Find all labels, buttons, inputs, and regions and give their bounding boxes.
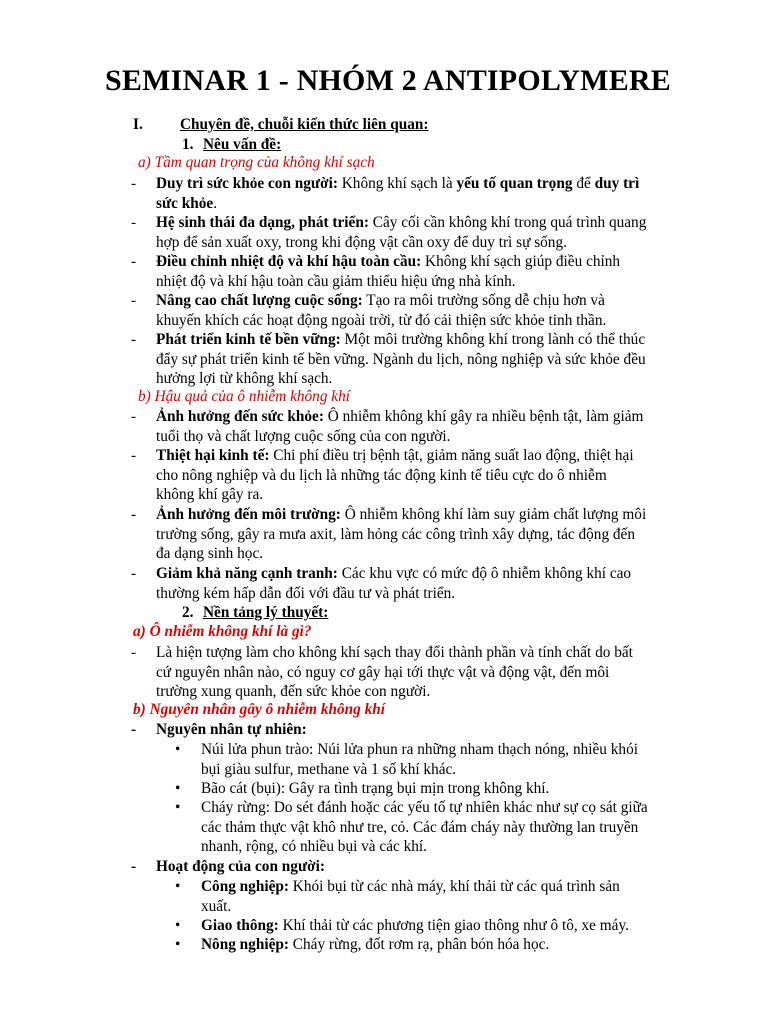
heading-consequences: b) Hậu quả của ô nhiễm không khí: [138, 388, 350, 405]
list-item: Hệ sinh thái đa dạng, phát triển: Cây cối cần không khí trong quá trình quang hợp để sản xuất oxy, trong khi động vật cần oxy để duy trì sự sống.: [156, 214, 647, 251]
heading-definition: a) Ô nhiễm không khí là gì?: [133, 623, 312, 640]
bullet: •: [175, 780, 181, 797]
section-number: I.: [133, 116, 143, 133]
section-heading: Chuyên đề, chuỗi kiến thức liên quan:: [180, 116, 429, 133]
list-dash: -: [131, 331, 137, 348]
subsection-number: 1.: [182, 136, 194, 153]
bullet: •: [175, 741, 181, 758]
list-item: Ảnh hưởng đến môi trường: Ô nhiễm không khí làm suy giảm chất lượng môi trường sống, gây ra mưa axit, làm hỏng các công trình xây dựng, tác động đến đa dạng sinh học.: [156, 506, 647, 563]
heading-causes: b) Nguyên nhân gây ô nhiễm không khí: [133, 701, 386, 718]
list-item: Duy trì sức khỏe con người: Không khí sạch là yếu tố quan trọng để duy trì sức khỏe.: [156, 175, 640, 212]
bullet: •: [175, 936, 181, 953]
list-item: Nâng cao chất lượng cuộc sống: Tạo ra môi trường sống dễ chịu hơn và khuyến khích các hoạt động ngoài trời, từ đó cải thiện sức khỏe tinh thần.: [156, 292, 607, 329]
list-dash: -: [131, 721, 137, 738]
list-dash: -: [131, 214, 137, 231]
human-causes-label: Hoạt động của con người:: [156, 858, 325, 875]
list-dash: -: [131, 506, 137, 523]
list-dash: -: [131, 447, 137, 464]
document-title: SEMINAR 1 - NHÓM 2 ANTIPOLYMERE: [105, 64, 671, 97]
natural-causes-label: Nguyên nhân tự nhiên:: [156, 721, 307, 738]
list-dash: -: [131, 175, 137, 192]
bullet: •: [175, 799, 181, 816]
list-item: Giảm khả năng cạnh tranh: Các khu vực có mức độ ô nhiễm không khí cao thường kém hấp dẫn đối với đầu tư và phát triển.: [156, 565, 632, 602]
list-item: Điều chỉnh nhiệt độ và khí hậu toàn cầu: Không khí sạch giúp điều chỉnh nhiệt độ và khí hậu toàn cầu giảm thiểu hiệu ứng nhà kính.: [156, 253, 621, 290]
list-item: Núi lửa phun trào: Núi lửa phun ra những nham thạch nóng, nhiều khói bụi giàu sulfur, methane và 1 số khí khác.: [201, 741, 638, 778]
list-item: Thiệt hại kinh tế: Chi phí điều trị bệnh tật, giảm năng suất lao động, thiệt hại cho nông nghiệp và du lịch là những tác động kinh tế tiêu cực do ô nhiễm không khí gây ra.: [156, 447, 634, 504]
list-item: Nông nghiệp: Cháy rừng, đốt rơm rạ, phân bón hóa học.: [201, 936, 550, 953]
list-dash: -: [131, 292, 137, 309]
subsection-number: 2.: [182, 604, 194, 621]
list-dash: -: [131, 858, 137, 875]
list-item: Ảnh hưởng đến sức khỏe: Ô nhiễm không khí gây ra nhiều bệnh tật, làm giảm tuổi thọ và chất lượng cuộc sống của con người.: [156, 408, 644, 445]
list-dash: -: [131, 408, 137, 425]
definition-text: Là hiện tượng làm cho không khí sạch thay đổi thành phần và tính chất do bất cứ nguyên nhân nào, có nguy cơ gây hại tới thực vật và động vật, đến môi trường xung quanh, đến sức khỏe con người.: [156, 644, 633, 701]
bullet: •: [175, 878, 181, 895]
heading-importance: a) Tầm quan trọng của không khí sạch: [138, 154, 375, 171]
list-item: Giao thông: Khí thải từ các phương tiện giao thông như ô tô, xe máy.: [201, 917, 629, 934]
list-item: Cháy rừng: Do sét đánh hoặc các yếu tố tự nhiên khác như sự cọ sát giữa các thảm thực vật khô như tre, cỏ. Các đám cháy này thường lan truyền nhanh, rộng, có nhiều bụi và các khí.: [201, 799, 648, 856]
list-dash: -: [131, 644, 137, 661]
list-item: Phát triển kinh tế bền vững: Một môi trường không khí trong lành có thể thúc đẩy sự phát triển kinh tế bền vững. Ngành du lịch, nông nghiệp và sức khỏe đều hưởng lợi từ không khí sạch.: [156, 331, 646, 388]
list-dash: -: [131, 253, 137, 270]
list-item: Công nghiệp: Khói bụi từ các nhà máy, khí thải từ các quá trình sản xuất.: [201, 878, 620, 915]
subsection-heading: Nền tảng lý thuyết:: [203, 604, 329, 621]
bullet: •: [175, 917, 181, 934]
list-item: Bão cát (bụi): Gây ra tình trạng bụi mịn trong không khí.: [201, 780, 550, 797]
list-dash: -: [131, 565, 137, 582]
subsection-heading: Nêu vấn đề:: [203, 136, 282, 153]
